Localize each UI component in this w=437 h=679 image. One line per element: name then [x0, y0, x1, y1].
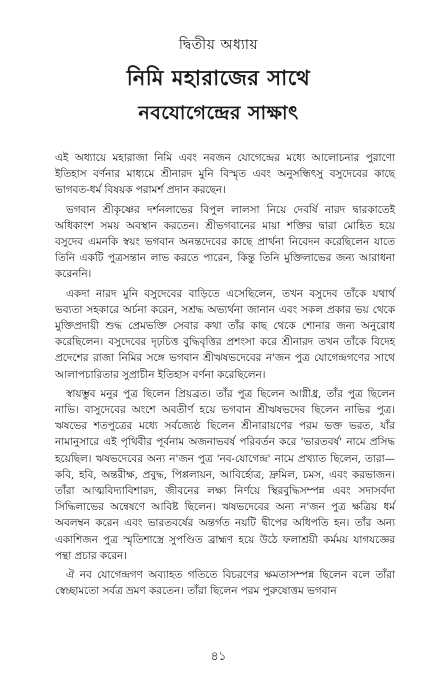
paragraph-4: স্বায়ম্ভুব মনুর পুত্র ছিলেন প্রিয়ব্রত। তাঁর পুত্র ছিলেন আগ্নীধ্র, তাঁর পুত্র ছিলেন নাভি। বাসুদেবের অংশে অবতীর্ণ হয়ে ভগবান শ্রীঋষভদেব ছিলেন নাভির পুত্র। ঋষভের শতপুত্রের মধ্যে সর্বজ্যেষ্ঠ ছিলেন শ্রীনারায়ণের পরম ভক্ত ভরত, যাঁর নামানুসারে এই পৃথিবীর পূর্বনাম অজনাভবর্ষ পরিবর্তন করে 'ভারতবর্ষ' নামে প্রসিদ্ধ হয়েছিল। ঋষভদেবের অন্য ন'জন পুত্র 'নব-যোগেন্দ্র' নামে প্রখ্যাত ছিলেন, তারা—কবি, হবি, অন্তরীক্ষ, প্রবুদ্ধ, পিপ্পলায়ন, আবির্হোত্র, দ্রুমিল, চমস, এবং করভাজন। তাঁরা আত্মবিদ্যাবিশারদ, জীবনের লক্ষ্য নির্ণয়ে স্থিরবুদ্ধিসম্পন্ন এবং সদাসর্বদা সিদ্ধিলাভের অন্বেষণে আবিষ্ট ছিলেন। ঋষভদেবের অন্য ন'জন পুত্র ক্ষত্রিয় ধর্ম অবলম্বন করেন এবং ভারতবর্ষের অন্তর্গত নয়টি দ্বীপের অধিপতি হন। তাঁর অন্য একাশিজন পুত্র স্মৃতিশাস্ত্রে সুপণ্ডিত ব্রাহ্মণ হয়ে উঠে ফলাশ্রয়ী কর্মময় যাগযজ্ঞের পন্থা প্রচার করেন।	[55, 387, 396, 562]
paragraph-2: ভগবান শ্রীকৃষ্ণের দর্শনলাভের বিপুল লালসা নিয়ে দেবর্ষি নারদ দ্বারকাতেই অধিকাংশ সময় অবস্থান করতেন। শ্রীভগবানের মায়া শক্তির দ্বারা মোহিত হয়ে বসুদেব এমনকি স্বয়ং ভগবান অনন্তদেবের কাছে প্রার্থনা নিবেদন করেছিলেন যাতে তিনি একটি পুত্রসন্তান লাভ করতে পারেন, কিন্তু তিনি মুক্তিলাভের জন্য আরাধনা করেননি।	[55, 203, 395, 281]
chapter-label: দ্বিতীয় অধ্যায়	[178, 37, 259, 53]
chapter-title-line-1: নিমি মহারাজের সাথে	[126, 65, 311, 90]
paragraph-5: ঐ নব যোগেন্দ্রগণ অব্যাহত গতিতে বিচরণের ক্ষমতাসম্পন্ন ছিলেন বলে তাঁরা স্বেচ্ছামতো সর্বত্র ভ্রমণ করতেন। তাঁরা ছিলেন পরম পুরুষোত্তম ভগবান	[55, 569, 395, 598]
paragraph-3: একদা নারদ মুনি বসুদেবের বাড়িতে এসেছিলেন, তখন বসুদেব তাঁকে যথার্থ ভব্যতা সহকারে অর্চনা করেন, সশ্রদ্ধ অভ্যর্থনা জানান এবং সকল প্রকার ভয় থেকে মুক্তিপ্রদায়ী শুদ্ধ প্রেমভক্তি সেবার কথা তাঁর কাছ থেকে শোনার জন্য অনুরোধ করেছিলেন। বসুদেবের দৃঢ়চিত্ত বুদ্ধিবৃত্তির প্রশংসা করে শ্রীনারদ তখন তাঁকে বিদেহ প্রদেশের রাজা নিমির সঙ্গে ভগবান শ্রীঋষভদেবের ন'জন পুত্র যোগেন্দ্রগণের সাথে আলাপচারিতার সুপ্রাচীন ইতিহাস বর্ণনা করেছিলেন।	[55, 287, 395, 381]
chapter-title-line-2: নবযোগেন্দ্রের সাক্ষাৎ	[138, 102, 299, 124]
paragraph-1: এই অধ্যায়ে মহারাজা নিমি এবং নবজন যোগেন্দ্রের মধ্যে আলোচনার পুরাণো ইতিহাস বর্ণনার মাধ্যমে শ্রীনারদ মুনি বিস্মৃত এবং অনুসন্ধিৎসু বসুদেবের কাছে ভাগবত-ধর্ম বিষয়ক পরামর্শ প্রদান করছেন।	[55, 152, 395, 197]
body-text	[55, 150, 395, 602]
page-number: ৪১	[210, 649, 227, 663]
